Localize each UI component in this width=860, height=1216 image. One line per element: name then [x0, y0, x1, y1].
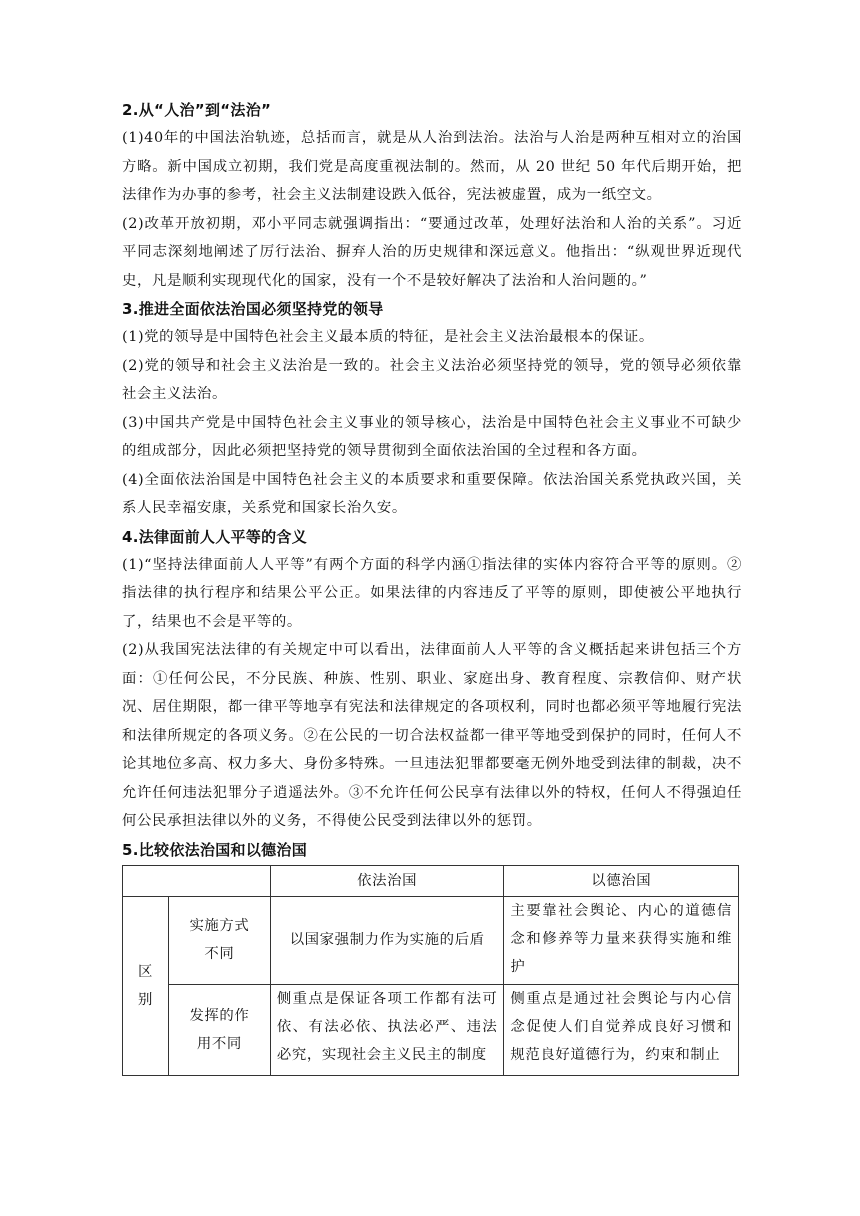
table-row-label: 实施方式不同 [168, 896, 270, 984]
table-corner-cell [123, 865, 271, 896]
table-cell-virtue: 侧重点是通过社会舆论与内心信念促使人们自觉养成良好习惯和规范良好道德行为，约束和制止 [504, 984, 739, 1075]
document-page [122, 96, 742, 1076]
section-2-para-2: (2)改革开放初期，邓小平同志就强调指出：“要通过改革，处理好法治和人治的关系”。习近平同志深刻地阐述了厉行法治、摒弃人治的历史规律和深远意义。他指出：“纵观世界近现代史，凡是顺利实现现代化的国家，没有一个不是较好解决了法治和人治问题的。” [122, 215, 742, 289]
section-3-para-3: (3)中国共产党是中国特色社会主义事业的领导核心，法治是中国特色社会主义事业不可缺少的组成部分，因此必须把坚持党的领导贯彻到全面依法治国的全过程和各方面。 [122, 414, 742, 459]
table-header-virtue: 以德治国 [504, 865, 739, 896]
section-3-para-1: (1)党的领导是中国特色社会主义最本质的特征，是社会主义法治最根本的保证。 [122, 329, 654, 345]
table-row-label: 发挥的作用不同 [168, 984, 270, 1075]
table-cell-law: 以国家强制力作为实施的后盾 [270, 896, 504, 984]
table-group-label: 区别 [123, 896, 169, 1075]
section-3 [122, 295, 742, 523]
table-row [123, 896, 739, 984]
comparison-table [122, 865, 739, 1076]
section-4-para-1: (1)“坚持法律面前人人平等”有两个方面的科学内涵①指法律的实体内容符合平等的原则。②指法律的执行程序和结果公平公正。如果法律的内容违反了平等的原则，即使被公平地执行了，结果也不会是平等的。 [122, 556, 742, 630]
section-2-title: 2.从“人治”到“法治” [122, 101, 272, 119]
section-4-para-2: (2)从我国宪法法律的有关规定中可以看出，法律面前人人平等的含义概括起来讲包括三个方面：①任何公民，不分民族、种族、性别、职业、家庭出身、教育程度、宗教信仰、财产状况、居住期限，都一律平等地享有宪法和法律规定的各项权利，同时也都必须平等地履行宪法和法律所规定的各项义务。②在公民的一切合法权益都一律平等地受到保护的同时，任何人不论其地位多高、权力多大、身份多特殊。一旦违法犯罪都要毫无例外地受到法律的制裁，决不允许任何违法犯罪分子逍遥法外。③不允许任何公民享有法律以外的特权，任何人不得强迫任何公民承担法律以外的义务，不得使公民受到法律以外的惩罚。 [122, 642, 742, 829]
section-3-title: 3.推进全面依法治国必须坚持党的领导 [122, 300, 384, 318]
section-2 [122, 96, 742, 295]
section-3-para-4: (4)全面依法治国是中国特色社会主义的本质要求和重要保障。依法治国关系党执政兴国，关系人民幸福安康，关系党和国家长治久安。 [122, 471, 742, 516]
table-header-law: 依法治国 [270, 865, 504, 896]
section-3-para-2: (2)党的领导和社会主义法治是一致的。社会主义法治必须坚持党的领导，党的领导必须依靠社会主义法治。 [122, 357, 742, 402]
table-row [123, 984, 739, 1075]
table-header-row [123, 865, 739, 896]
table-cell-law: 侧重点是保证各项工作都有法可依、有法必依、执法必严、违法必究，实现社会主义民主的制度 [270, 984, 504, 1075]
section-4-title: 4.法律面前人人平等的含义 [122, 527, 308, 546]
section-2-para-1: (1)40年的中国法治轨迹，总括而言，就是从人治到法治。法治与人治是两种互相对立的治国方略。新中国成立初期，我们党是高度重视法制的。然而，从 20 世纪 50 年代后期开始，把法律作为办事的参考，社会主义法制建设跌入低谷，宪法被虚置，成为一纸空文。 [122, 130, 742, 203]
section-5-title: 5.比较依法治国和以德治国 [122, 840, 308, 859]
section-5 [122, 836, 742, 1076]
section-4 [122, 523, 742, 836]
table-cell-virtue: 主要靠社会舆论、内心的道德信念和修养等力量来获得实施和维护 [504, 896, 739, 984]
